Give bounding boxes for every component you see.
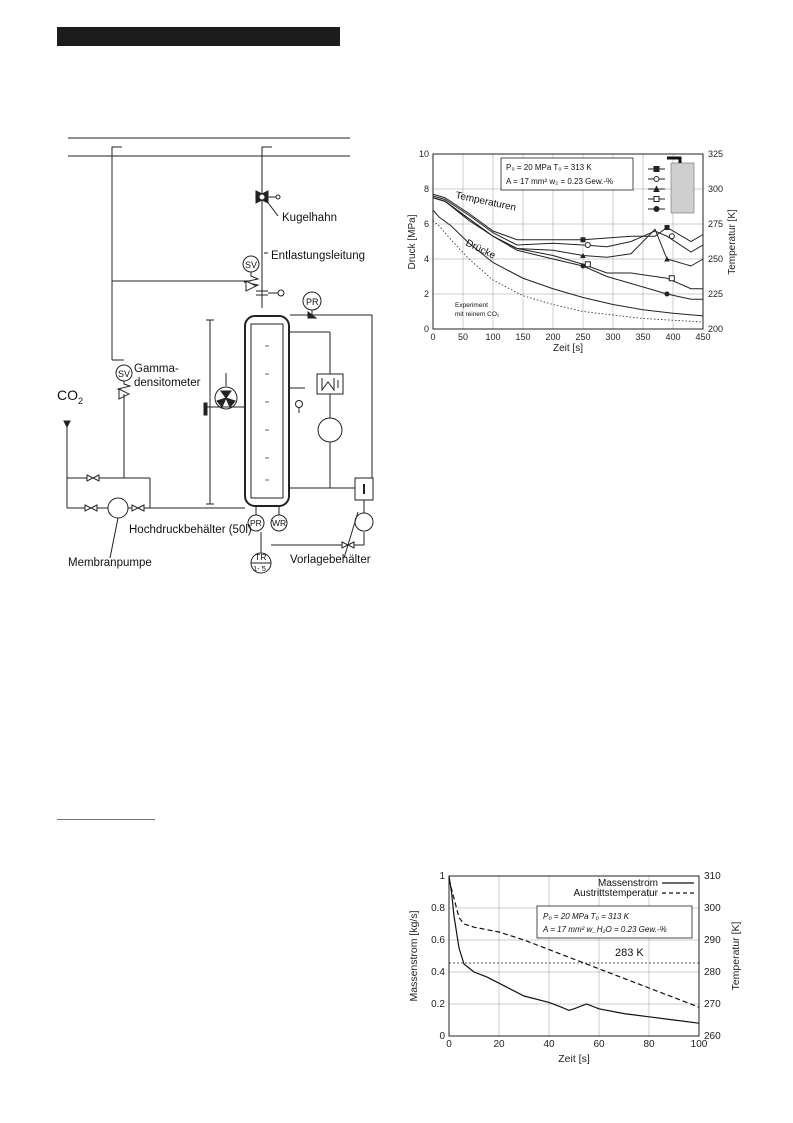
circulation-pump-icon [318, 418, 342, 442]
chart2-legend-exit-temp: Austrittstemperatur [573, 888, 658, 899]
y-tick-label-left: 6 [423, 219, 429, 229]
chart1-ylabel-left: Druck [MPa] [407, 214, 418, 270]
y-tick-label-right: 310 [704, 871, 721, 882]
pressure-temperature-chart [403, 145, 743, 360]
x-tick-label: 300 [605, 332, 621, 342]
y-tick-label-left: 0 [439, 1031, 445, 1042]
process-flow-diagram [50, 128, 395, 590]
chart1-params-line1: P₀ = 20 MPa T₀ = 313 K [506, 163, 592, 172]
chart2-ylabel-left: Massenstrom [kg/s] [408, 910, 420, 1002]
chart1-marker [581, 264, 586, 269]
y-tick-label-left: 4 [423, 254, 429, 264]
chart2-xlabel: Zeit [s] [558, 1053, 590, 1065]
x-tick-label: 200 [545, 332, 561, 342]
sv-top-valve [246, 281, 256, 291]
chart1-vessel-sketch [671, 163, 694, 213]
x-tick-label: 400 [665, 332, 681, 342]
label-pr-bottom: PR [250, 518, 262, 528]
x-tick-label: 60 [593, 1039, 605, 1050]
label-tr: TR [255, 552, 267, 562]
x-tick-label: 0 [446, 1039, 452, 1050]
chart1-marker [585, 243, 590, 248]
label-sv-top: SV [245, 260, 258, 270]
x-tick-label: 250 [575, 332, 591, 342]
x-tick-label: 80 [643, 1039, 655, 1050]
chart1-marker [669, 276, 674, 281]
left-branch-hook [112, 147, 122, 156]
label-wr: WR [272, 518, 287, 528]
y-tick-label-left: 0 [423, 324, 429, 334]
mass-flow-chart [405, 868, 750, 1093]
y-tick-label-left: 8 [423, 184, 429, 194]
x-tick-label: 150 [515, 332, 531, 342]
y-tick-label-left: 0.8 [431, 903, 445, 914]
footnote-rule [57, 819, 155, 820]
y-tick-label-right: 300 [704, 903, 721, 914]
chart2-ylabel-right: Temperatur [K] [730, 921, 742, 991]
label-relief-line: Entlastungsleitung [271, 250, 365, 262]
label-vessel: Hochdruckbehälter (50l) [129, 524, 252, 536]
y-tick-label-left: 0.6 [431, 935, 445, 946]
y-tick-label-left: 0.2 [431, 999, 445, 1010]
diaphragm-pump-icon [108, 498, 128, 518]
chart1-label-pressures: Drücke [463, 237, 497, 262]
y-tick-label-left: 2 [423, 289, 429, 299]
y-tick-label-left: 1 [439, 871, 445, 882]
y-tick-label-left: 0.4 [431, 967, 445, 978]
y-tick-label-right: 325 [708, 149, 724, 159]
pump-leader [110, 518, 118, 558]
label-diaphragm-pump: Membranpumpe [68, 557, 152, 569]
thermometer-icon [296, 401, 303, 408]
chart2-params-line2: A = 17 mm² w_H₂O = 0.23 Gew.-% [543, 925, 667, 934]
x-tick-label: 50 [457, 332, 469, 342]
chart1-label-pure-co2: mit reinem CO₂ [455, 311, 500, 318]
x-tick-label: 100 [690, 1039, 708, 1050]
chart1-marker [581, 237, 586, 242]
label-gamma: Gamma- [134, 363, 179, 375]
y-tick-label-right: 300 [708, 184, 724, 194]
x-tick-label: 100 [485, 332, 501, 342]
chart1-marker [669, 234, 674, 239]
chart2-label-283k: 283 K [615, 947, 644, 959]
y-tick-label-right: 275 [708, 219, 724, 229]
label-densitometer: densitometer [134, 377, 201, 389]
chart2-frame [449, 876, 699, 1036]
x-tick-label: 20 [493, 1039, 505, 1050]
x-tick-label: 350 [635, 332, 651, 342]
y-tick-label-right: 200 [708, 324, 724, 334]
chart1-xlabel: Zeit [s] [552, 343, 584, 354]
label-pr-top: PR [306, 297, 319, 307]
indicator-icon [278, 290, 284, 296]
x-tick-label: 0 [430, 332, 436, 342]
chart2-grid [449, 876, 699, 1036]
label-sv-left: SV [118, 369, 131, 379]
label-tr-range: 1- 5 [253, 564, 266, 573]
chart1-label-experiment: Experiment [455, 302, 488, 309]
right-branch-hook [262, 147, 272, 156]
y-tick-label-left: 10 [418, 149, 429, 159]
y-tick-label-right: 290 [704, 935, 721, 946]
label-co2: $CO_2$ [57, 387, 84, 406]
chart1-legend-markers [648, 167, 665, 212]
chart1-marker [665, 292, 670, 297]
supply-vessel-leader [344, 512, 358, 558]
chart1-marker [585, 262, 590, 267]
chart1-marker [665, 225, 670, 230]
feed-pump-icon [355, 513, 373, 531]
header-bar [57, 27, 340, 46]
high-pressure-vessel [245, 316, 289, 506]
chart1-params-line2: A = 17 mm² w₂ = 0.23 Gew.-% [506, 177, 614, 186]
chart1-label-temperatures: Temperaturen [454, 190, 518, 214]
y-tick-label-right: 260 [704, 1031, 721, 1042]
ball-valve-leader [266, 200, 278, 216]
chart1-ylabel-right: Temperatur [K] [727, 209, 738, 275]
chart2-params-line1: P₀ = 20 MPa T₀ = 313 K [543, 912, 629, 921]
x-tick-label: 450 [695, 332, 711, 342]
chart1-series-line-3 [433, 198, 703, 266]
ball-valve-icon [256, 191, 280, 203]
label-supply-vessel: Vorlagebehälter [290, 554, 371, 566]
y-tick-label-right: 270 [704, 999, 721, 1010]
x-tick-label: 40 [543, 1039, 555, 1050]
y-tick-label-right: 225 [708, 289, 724, 299]
y-tick-label-right: 250 [708, 254, 724, 264]
chart2-legend-mass-flow: Massenstrom [597, 878, 658, 889]
gamma-detector [204, 403, 207, 415]
label-ball-valve: Kugelhahn [282, 212, 337, 224]
y-tick-label-right: 280 [704, 967, 721, 978]
